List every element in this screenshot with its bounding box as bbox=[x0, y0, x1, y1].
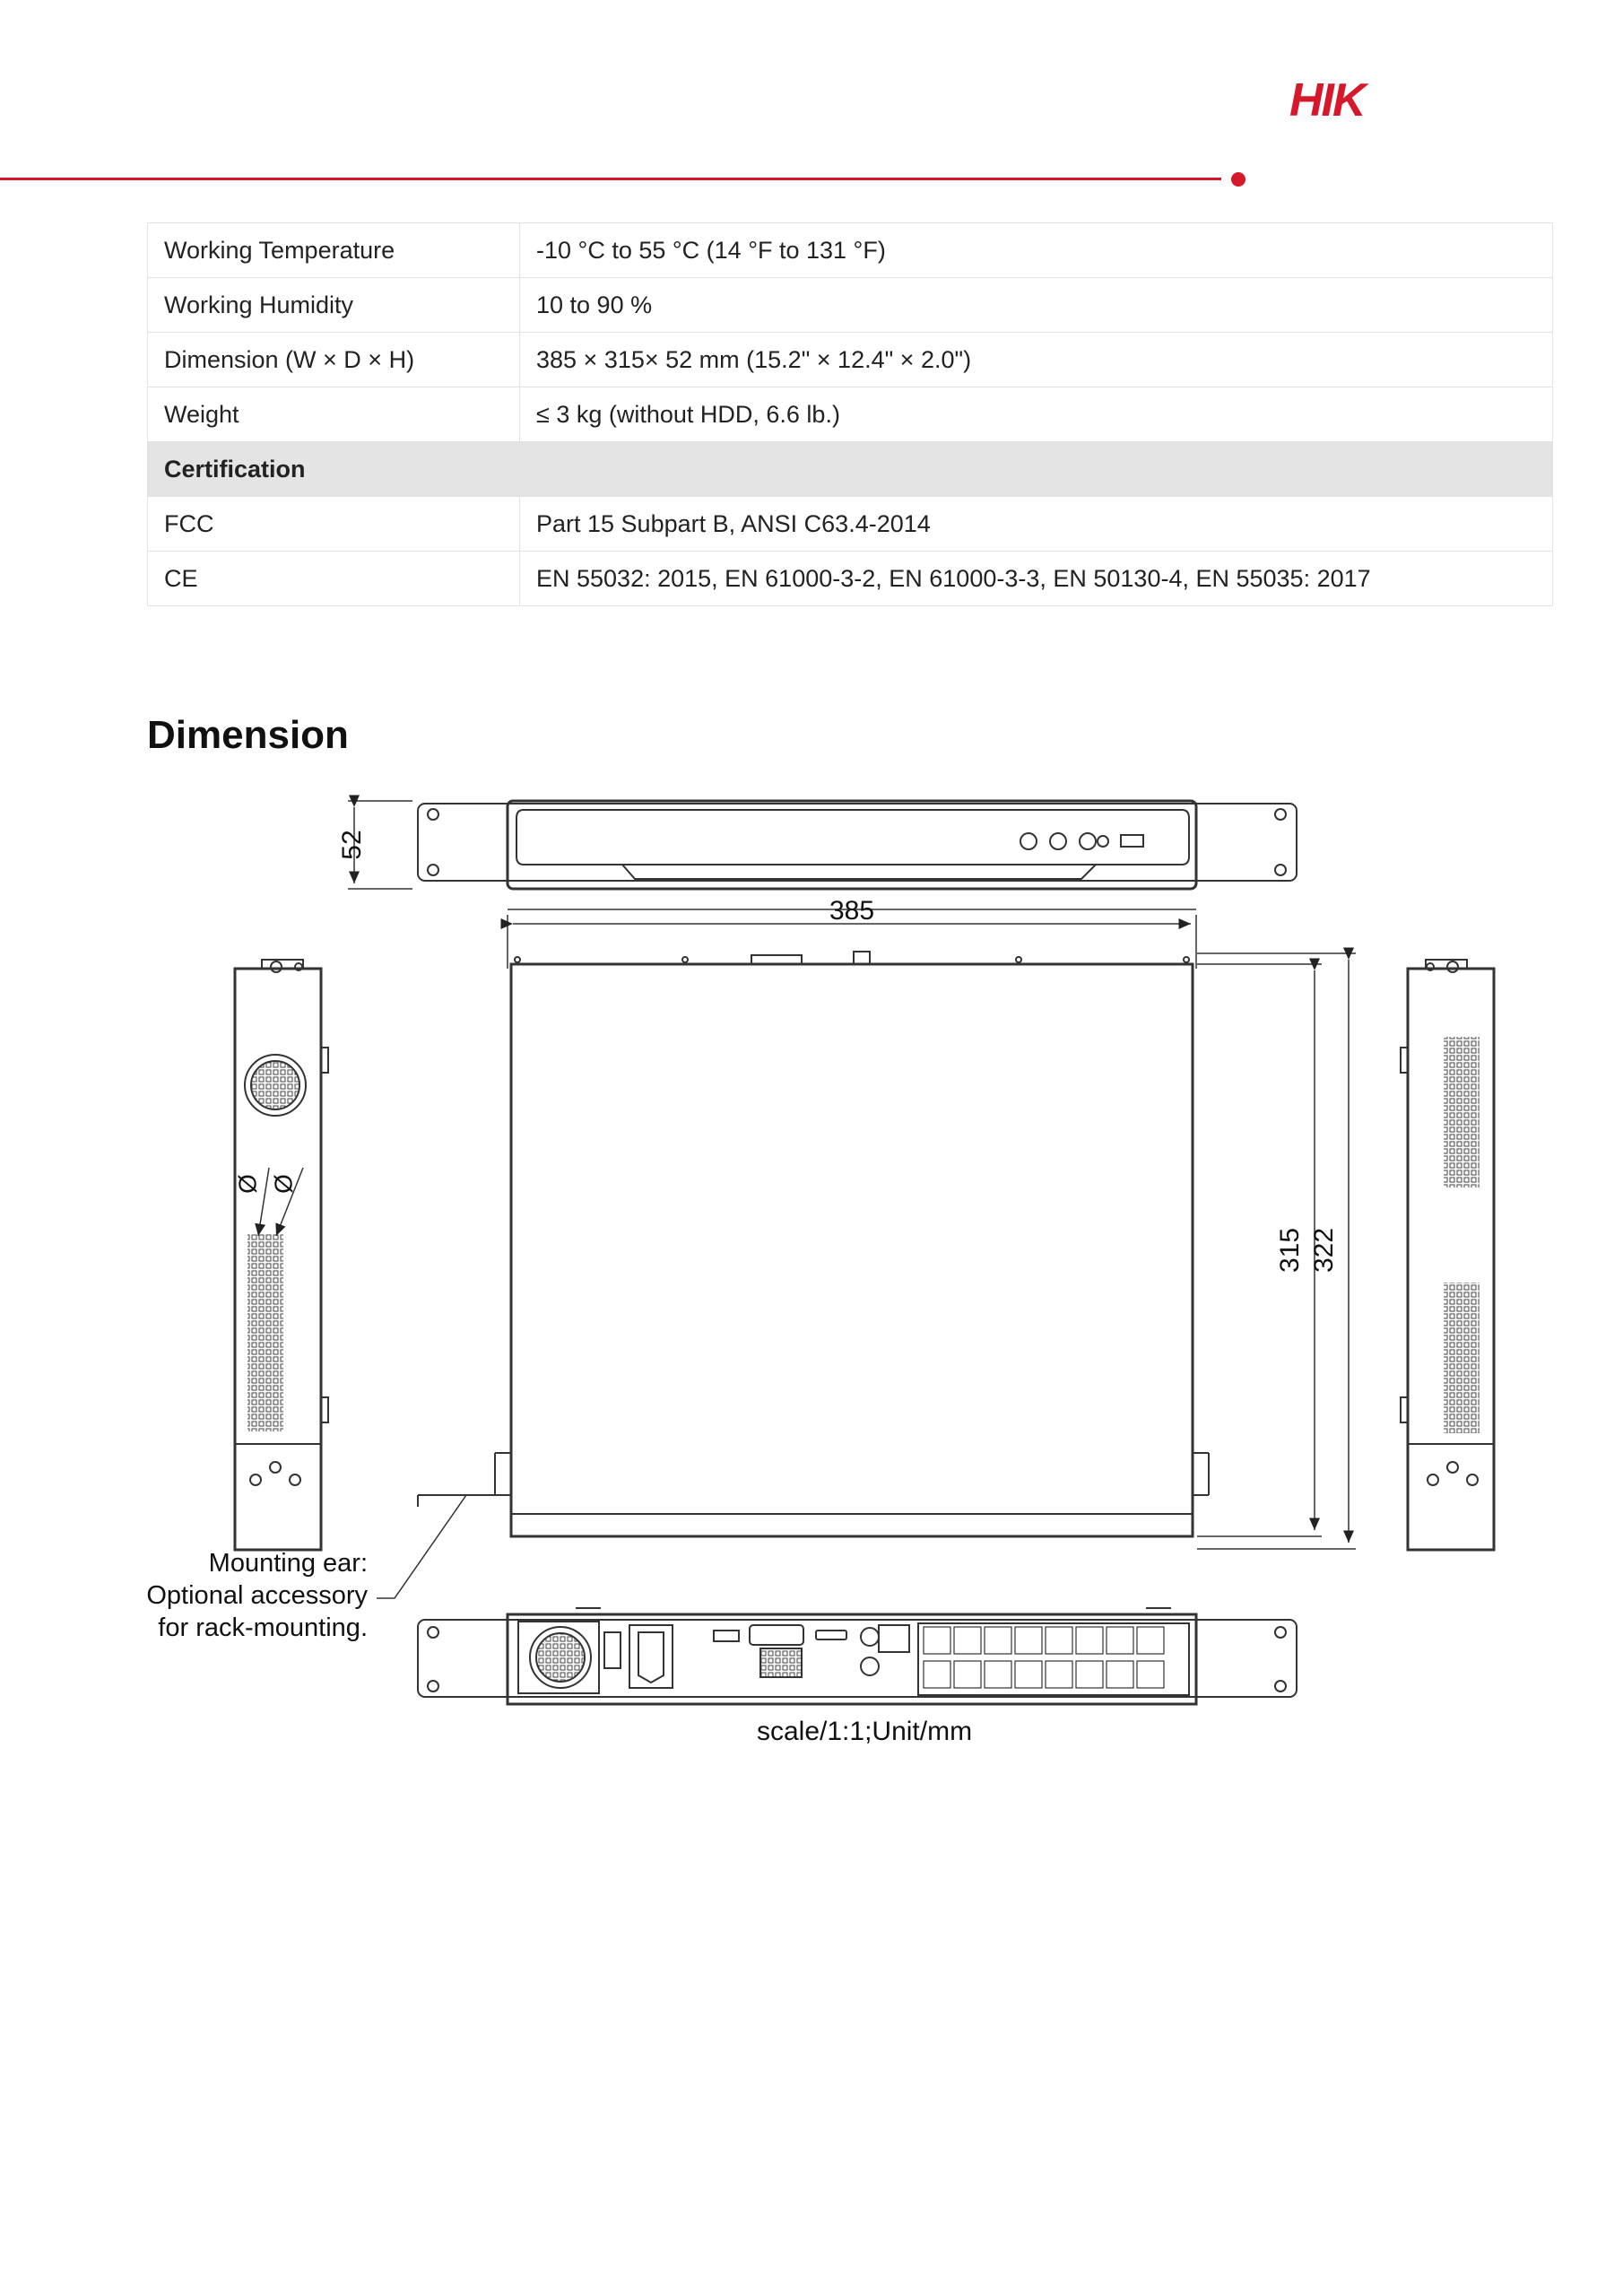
spec-key: Working Humidity bbox=[148, 278, 520, 333]
brand-logo: HIK bbox=[1289, 74, 1365, 126]
section-title: Dimension bbox=[147, 713, 349, 757]
diameter-label: Ø bbox=[269, 1174, 298, 1194]
depth-total-label: 322 bbox=[1308, 1227, 1339, 1274]
spec-key: Dimension (W × D × H) bbox=[148, 333, 520, 387]
spec-key: FCC bbox=[148, 497, 520, 552]
left-side-view bbox=[235, 960, 328, 1550]
note-line: for rack-mounting. bbox=[158, 1613, 368, 1642]
width-label: 385 bbox=[829, 896, 875, 926]
rear-view bbox=[418, 1608, 1297, 1704]
depth-label: 315 bbox=[1274, 1227, 1305, 1274]
mounting-ear-leader bbox=[377, 1495, 466, 1598]
top-view bbox=[418, 909, 1356, 1549]
mounting-ear-note bbox=[146, 1547, 368, 1644]
spec-value: 385 × 315× 52 mm (15.2" × 12.4" × 2.0") bbox=[520, 333, 1553, 387]
section-heading: Certification bbox=[148, 442, 1553, 497]
front-view bbox=[418, 801, 1297, 889]
height-label: 52 bbox=[336, 830, 367, 860]
spec-key: Working Temperature bbox=[148, 223, 520, 278]
spec-key: Weight bbox=[148, 387, 520, 442]
spec-value: -10 °C to 55 °C (14 °F to 131 °F) bbox=[520, 223, 1553, 278]
right-side-view bbox=[1401, 960, 1494, 1550]
spec-value: EN 55032: 2015, EN 61000-3-2, EN 61000-3-3, EN 50130-4, EN 55035: 2017 bbox=[520, 552, 1553, 606]
spec-value: 10 to 90 % bbox=[520, 278, 1553, 333]
spec-value: Part 15 Subpart B, ANSI C63.4-2014 bbox=[520, 497, 1553, 552]
scale-note: scale/1:1;Unit/mm bbox=[757, 1717, 973, 1746]
note-line: Optional accessory bbox=[146, 1581, 368, 1610]
spec-key: CE bbox=[148, 552, 520, 606]
spec-value: ≤ 3 kg (without HDD, 6.6 lb.) bbox=[520, 387, 1553, 442]
diameter-label: Ø bbox=[233, 1174, 262, 1194]
note-line: Mounting ear: bbox=[208, 1549, 368, 1578]
